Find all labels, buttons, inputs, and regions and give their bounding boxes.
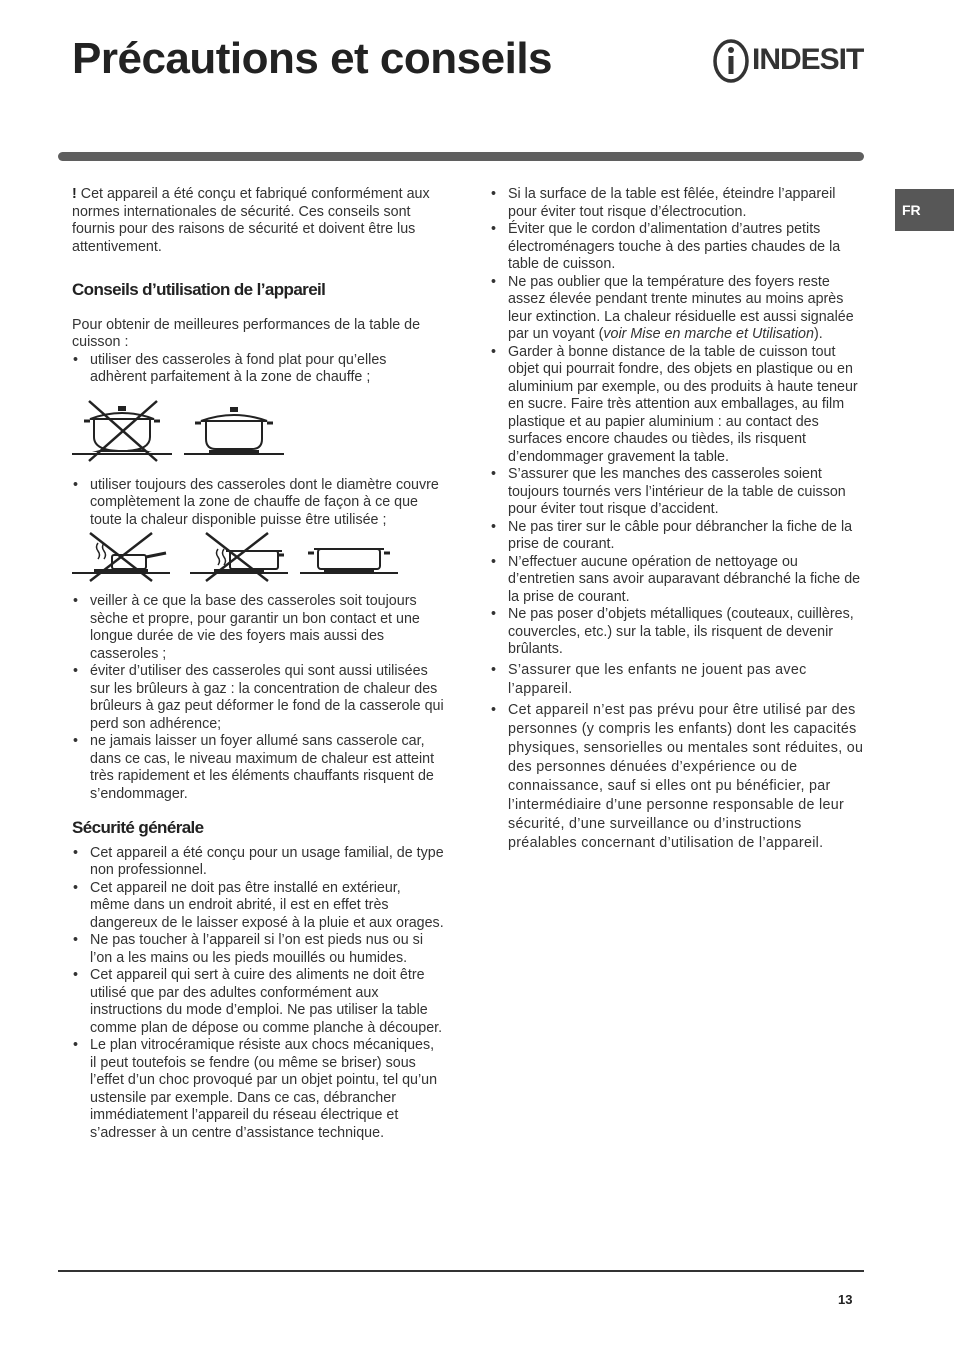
list-item: • Cet appareil a été conçu pour un usage familial, de type non professionnel.	[72, 845, 444, 880]
list-item: • Cet appareil n’est pas prévu pour être utilisé par des personnes (y compris les enfants) dont les capacités physiques, sensorielles ou mentales sont réduites, ou des personnes dénuées d’expérience ou de connaissance, sauf si elles ont pu bénéficier, par l’intermédiaire d’une personne responsable de leur sécurité, d’une surveillance ou d’instructions préalables concernant d’utilisation de l’appareil.	[490, 701, 864, 853]
list-item: • utiliser toujours des casseroles dont le diamètre couvre complètement la zone de chauffe de façon à ce que toute la chaleur disponible puisse être utilisée ;	[72, 477, 444, 530]
list-item: • Éviter que le cordon d’alimentation d’autres petits électroménagers touche à des parties chaudes de la table de cuisson.	[490, 221, 864, 274]
warning-mark: !	[72, 186, 77, 202]
usage-heading: Conseils d’utilisation de l’appareil	[72, 280, 326, 299]
list-item: • Garder à bonne distance de la table de cuisson tout objet qui pourrait fondre, des objets en plastique ou en aluminium par exemple, ou des produits à haute teneur en sucre. Faire très attention aux emballages, au film plastique et au papier aluminium : au contact des surfaces encore chaudes ou tièdes, ils risquent d’endommager gravement la table.	[490, 344, 864, 467]
list-item: • Ne pas poser d’objets métalliques (couteaux, cuillères, couvercles, etc.) sur la table, ils risquent de devenir brûlants.	[490, 606, 864, 659]
list-item-residual-heat	[490, 274, 864, 344]
brand-name: INDESIT	[752, 43, 864, 76]
list-item: • utiliser des casseroles à fond plat pour qu’elles adhèrent parfaitement à la zone de chauffe ;	[72, 352, 444, 387]
list-item: • S’assurer que les enfants ne jouent pas avec l’appareil.	[490, 661, 864, 699]
residual-heat-reference: voir Mise en marche et Utilisation	[603, 326, 814, 342]
list-item: • Ne pas toucher à l’appareil si l’on est pieds nus ou si l’on a les mains ou les pieds mouillés ou humides.	[72, 932, 444, 967]
list-item: • ne jamais laisser un foyer allumé sans casserole car, dans ce cas, le niveau maximum de chaleur est atteint très rapidement et les éléments chauffants risquent de s’endommager.	[72, 733, 444, 803]
residual-heat-end: ).	[813, 326, 823, 342]
list-item: • Le plan vitrocéramique résiste aux chocs mécaniques, il peut toutefois se fendre (ou même se briser) sous l’effet d’un choc provoqué par un objet pointu, tel qu’un ustensile par exemple. Dans ce cas, débrancher immédiatement l’appareil du réseau électrique et s’adresser à un centre d’assistance technique.	[72, 1037, 444, 1142]
footer-rule	[58, 1270, 864, 1272]
list-item: • N’effectuer aucune opération de nettoyage ou d’entretien sans avoir auparavant débranché la fiche de la prise de courant.	[490, 554, 864, 607]
language-tab: FR	[895, 189, 954, 231]
list-item: • Cet appareil qui sert à cuire des aliments ne doit être utilisé que par des adultes conformément aux instructions du mode d’emploi. Ne pas utiliser la table comme plan de dépose ou comme planche à découper.	[72, 967, 444, 1037]
list-item: • veiller à ce que la base des casseroles soit toujours sèche et propre, pour garantir un bon contact et une longue durée de vie des foyers mais aussi des casseroles ;	[72, 593, 444, 663]
pan-uneven-crossed-icon	[72, 401, 172, 461]
usage-list-3	[72, 593, 444, 803]
usage-list	[72, 352, 444, 387]
page-number: 13	[838, 1292, 853, 1307]
pan-bottom-figure	[72, 399, 302, 463]
list-item: • éviter d’utiliser des casseroles qui sont aussi utilisées sur les brûleurs à gaz : la concentration de chaleur des brûleurs à gaz peut déformer le fond de la casserole qui perd son adhérence;	[72, 663, 444, 733]
list-item: • Cet appareil ne doit pas être installé en extérieur, même dans un endroit abrité, il est en effet très dangereux de le laisser exposé à la pluie et aux orages.	[72, 880, 444, 933]
list-item: • Ne pas tirer sur le câble pour débrancher la fiche de la prise de courant.	[490, 519, 864, 554]
indesit-logo	[712, 38, 866, 84]
header-rule	[58, 152, 864, 161]
usage-list-2	[72, 477, 444, 530]
safety-list	[72, 845, 444, 1143]
list-item: • Si la surface de la table est fêlée, éteindre l’appareil pour éviter tout risque d’électrocution.	[490, 186, 864, 221]
left-column	[72, 186, 444, 1142]
pan-correct-size-icon	[300, 549, 398, 573]
intro-text: Cet appareil a été conçu et fabriqué conformément aux normes internationales de sécurité. Ces conseils sont fournis pour des raisons de sécurité et doivent être lus attentivement.	[72, 186, 430, 255]
right-column	[490, 186, 864, 853]
intro-paragraph	[72, 186, 444, 256]
usage-lead: Pour obtenir de meilleures performances de la table de cuisson :	[72, 316, 421, 350]
safety-heading: Sécurité générale	[72, 818, 204, 837]
brand-mark-icon	[712, 38, 750, 84]
list-item: • S’assurer que les manches des casseroles soient toujours tournés vers l’intérieur de la table de cuisson pour éviter tout risque d’accident.	[490, 466, 864, 519]
right-list	[490, 186, 864, 853]
page-title: Précautions et conseils	[72, 34, 553, 83]
pan-small-crossed-icon	[72, 533, 170, 581]
pan-flat-icon	[184, 407, 284, 454]
pan-size-figure	[72, 531, 402, 583]
pan-narrow-crossed-icon	[190, 533, 288, 581]
residual-heat-text: Ne pas oublier que la température des foyers reste assez élevée pendant trente minutes au moins après leur extinction. La chaleur résiduelle est aussi signalée par un voyant (	[508, 273, 854, 342]
